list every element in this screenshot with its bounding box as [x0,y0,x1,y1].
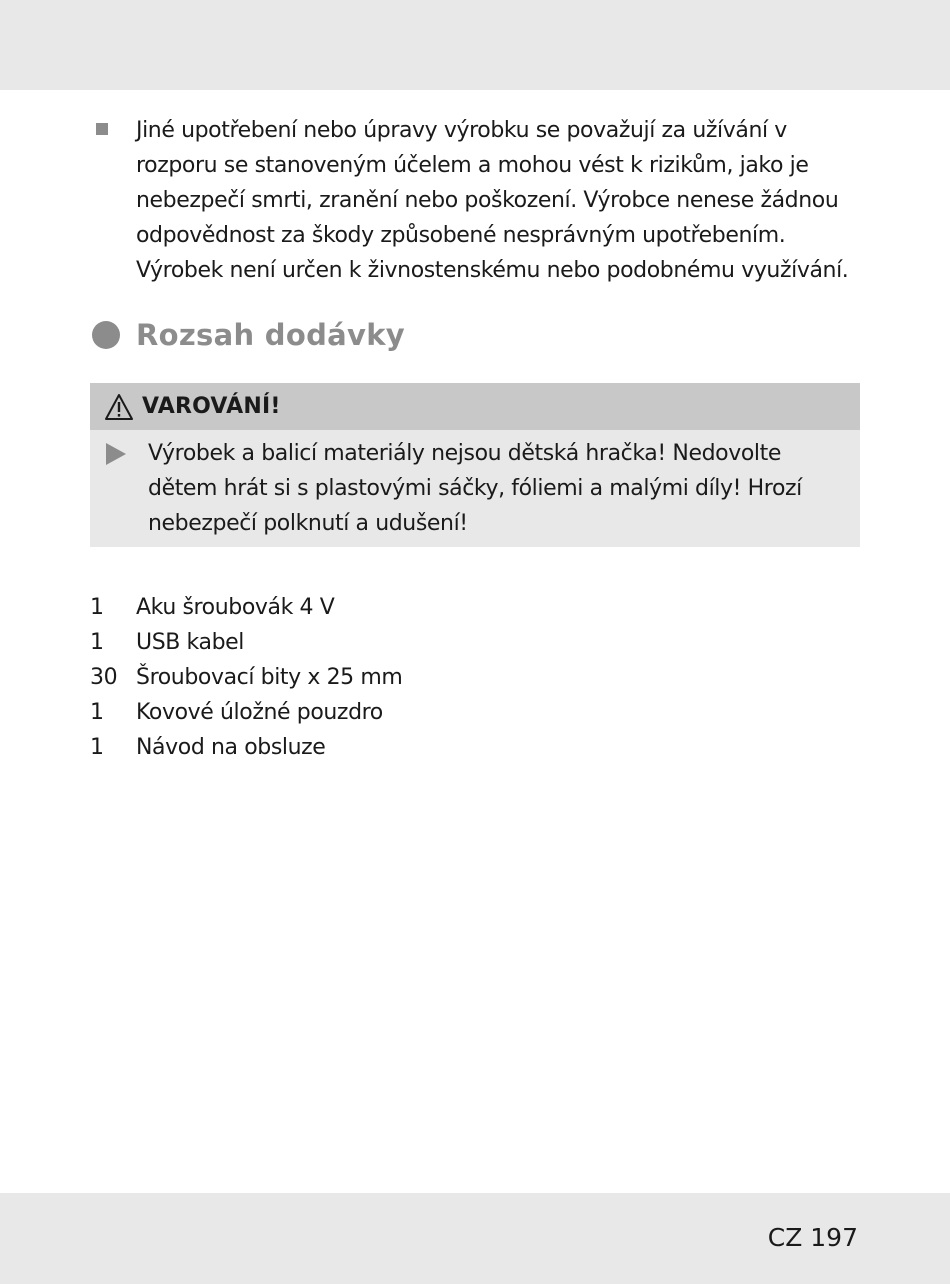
square-bullet-icon [96,123,108,135]
item-name: Aku šroubovák 4 V [136,595,335,620]
item-name: Kovové úložné pouzdro [136,700,383,725]
list-item [90,660,790,695]
top-margin-band [0,0,950,90]
section-title: Rozsah dodávky [136,318,406,352]
list-item [90,695,790,730]
warning-text: Výrobek a balicí materiály nejsou dětská hračka! Nedovolte dětem hrát si s plastovými sáčky, fóliemi a malými díly! Hrozí nebezpečí polknutí a udušení! [148,441,802,536]
item-quantity: 30 [90,665,118,690]
warning-header [90,383,860,430]
section-heading [92,312,405,358]
item-quantity: 1 [90,735,104,760]
warning-triangle-icon [104,393,134,421]
item-quantity: 1 [90,700,104,725]
list-item [90,590,790,625]
page-number: CZ 197 [767,1223,858,1252]
warning-title: VAROVÁNÍ! [142,394,281,419]
intro-bullet-text: Jiné upotřebení nebo úpravy výrobku se považují za užívání v rozporu se stanoveným účelem a mohou vést k rizikům, jako je nebezpečí smrti, zranění nebo poškození. Výrobce nenese žádnou odpovědnost za škody způsobené nesprávným upotřebením. Výrobek není určen k živnostenskému nebo podobnému využívání. [136,118,849,283]
arrow-bullet-icon [106,443,126,465]
warning-box [90,383,860,547]
item-name: Návod na obsluze [136,735,326,760]
item-quantity: 1 [90,595,104,620]
package-contents-list [90,590,790,765]
item-name: Šroubovací bity x 25 mm [136,665,403,690]
list-item [90,625,790,660]
item-quantity: 1 [90,630,104,655]
item-name: USB kabel [136,630,245,655]
circle-bullet-icon [92,321,120,349]
list-item [90,730,790,765]
